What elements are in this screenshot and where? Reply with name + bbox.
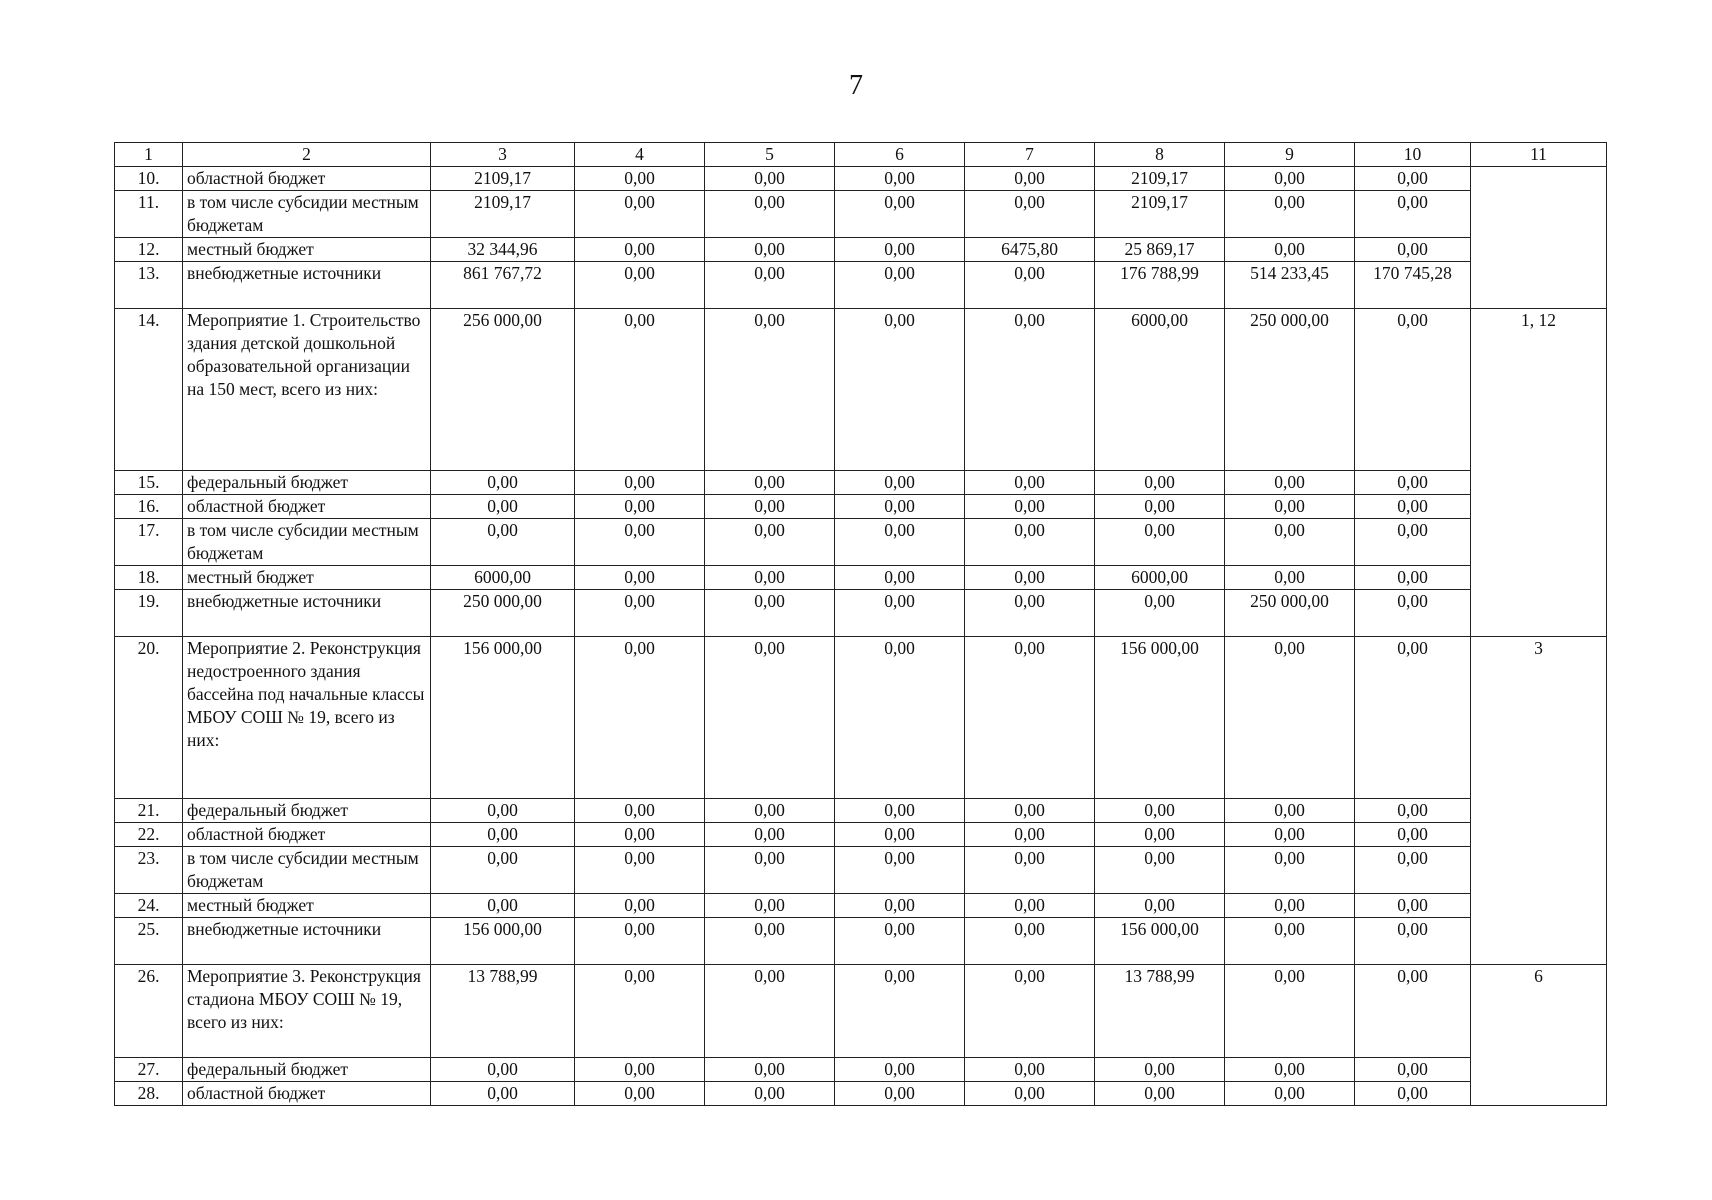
value-col-8: 0,00 bbox=[1095, 823, 1225, 847]
row-name: местный бюджет bbox=[183, 238, 431, 262]
value-col-3: 156 000,00 bbox=[431, 637, 575, 799]
value-col-4: 0,00 bbox=[575, 799, 705, 823]
value-col-5: 0,00 bbox=[705, 1082, 835, 1106]
value-col-3: 32 344,96 bbox=[431, 238, 575, 262]
row-number: 22. bbox=[115, 823, 183, 847]
row-name: в том числе субсидии местным бюджетам bbox=[183, 847, 431, 894]
table-body bbox=[115, 143, 1607, 1106]
table-row bbox=[115, 965, 1607, 1058]
value-col-3: 0,00 bbox=[431, 519, 575, 566]
value-col-5: 0,00 bbox=[705, 894, 835, 918]
table-row bbox=[115, 590, 1607, 637]
header-cell-6: 6 bbox=[835, 143, 965, 167]
value-col-4: 0,00 bbox=[575, 823, 705, 847]
value-col-7: 0,00 bbox=[965, 519, 1095, 566]
value-col-8: 0,00 bbox=[1095, 1082, 1225, 1106]
value-col-6: 0,00 bbox=[835, 965, 965, 1058]
value-col-4: 0,00 bbox=[575, 637, 705, 799]
value-col-10: 0,00 bbox=[1355, 799, 1471, 823]
value-col-5: 0,00 bbox=[705, 471, 835, 495]
result-indicator-cell bbox=[1471, 167, 1607, 309]
value-col-7: 0,00 bbox=[965, 309, 1095, 471]
value-col-4: 0,00 bbox=[575, 471, 705, 495]
row-name: областной бюджет bbox=[183, 1082, 431, 1106]
value-col-10: 0,00 bbox=[1355, 167, 1471, 191]
value-col-8: 0,00 bbox=[1095, 495, 1225, 519]
row-number: 16. bbox=[115, 495, 183, 519]
row-name: областной бюджет bbox=[183, 167, 431, 191]
header-cell-8: 8 bbox=[1095, 143, 1225, 167]
value-col-8: 6000,00 bbox=[1095, 566, 1225, 590]
value-col-4: 0,00 bbox=[575, 847, 705, 894]
row-number: 23. bbox=[115, 847, 183, 894]
value-col-9: 250 000,00 bbox=[1225, 590, 1355, 637]
row-name: местный бюджет bbox=[183, 894, 431, 918]
value-col-6: 0,00 bbox=[835, 918, 965, 965]
header-cell-1: 1 bbox=[115, 143, 183, 167]
value-col-10: 0,00 bbox=[1355, 519, 1471, 566]
value-col-6: 0,00 bbox=[835, 262, 965, 309]
row-name: Мероприятие 3. Реконструкция стадиона МБОУ СОШ № 19, всего из них: bbox=[183, 965, 431, 1058]
value-col-8: 2109,17 bbox=[1095, 191, 1225, 238]
value-col-5: 0,00 bbox=[705, 965, 835, 1058]
value-col-3: 0,00 bbox=[431, 799, 575, 823]
value-col-7: 0,00 bbox=[965, 1082, 1095, 1106]
value-col-9: 0,00 bbox=[1225, 191, 1355, 238]
value-col-9: 0,00 bbox=[1225, 965, 1355, 1058]
result-indicator-cell: 3 bbox=[1471, 637, 1607, 965]
value-col-6: 0,00 bbox=[835, 590, 965, 637]
value-col-7: 0,00 bbox=[965, 637, 1095, 799]
value-col-4: 0,00 bbox=[575, 191, 705, 238]
value-col-9: 0,00 bbox=[1225, 894, 1355, 918]
row-name: внебюджетные источники bbox=[183, 590, 431, 637]
header-cell-7: 7 bbox=[965, 143, 1095, 167]
value-col-7: 0,00 bbox=[965, 471, 1095, 495]
table-row bbox=[115, 799, 1607, 823]
value-col-6: 0,00 bbox=[835, 566, 965, 590]
value-col-3: 156 000,00 bbox=[431, 918, 575, 965]
value-col-7: 0,00 bbox=[965, 262, 1095, 309]
value-col-3: 0,00 bbox=[431, 894, 575, 918]
value-col-8: 0,00 bbox=[1095, 519, 1225, 566]
value-col-5: 0,00 bbox=[705, 637, 835, 799]
header-cell-11: 11 bbox=[1471, 143, 1607, 167]
value-col-7: 0,00 bbox=[965, 1058, 1095, 1082]
row-number: 10. bbox=[115, 167, 183, 191]
header-cell-10: 10 bbox=[1355, 143, 1471, 167]
value-col-5: 0,00 bbox=[705, 495, 835, 519]
value-col-5: 0,00 bbox=[705, 1058, 835, 1082]
value-col-6: 0,00 bbox=[835, 309, 965, 471]
value-col-10: 0,00 bbox=[1355, 965, 1471, 1058]
row-name: внебюджетные источники bbox=[183, 918, 431, 965]
value-col-9: 0,00 bbox=[1225, 637, 1355, 799]
value-col-6: 0,00 bbox=[835, 1082, 965, 1106]
table-row bbox=[115, 566, 1607, 590]
value-col-6: 0,00 bbox=[835, 847, 965, 894]
value-col-6: 0,00 bbox=[835, 495, 965, 519]
row-name: внебюджетные источники bbox=[183, 262, 431, 309]
value-col-9: 250 000,00 bbox=[1225, 309, 1355, 471]
value-col-7: 0,00 bbox=[965, 191, 1095, 238]
value-col-7: 0,00 bbox=[965, 894, 1095, 918]
row-name: областной бюджет bbox=[183, 495, 431, 519]
row-name: в том числе субсидии местным бюджетам bbox=[183, 191, 431, 238]
value-col-3: 0,00 bbox=[431, 823, 575, 847]
value-col-9: 0,00 bbox=[1225, 847, 1355, 894]
value-col-8: 0,00 bbox=[1095, 799, 1225, 823]
header-cell-2: 2 bbox=[183, 143, 431, 167]
table-row bbox=[115, 823, 1607, 847]
header-cell-9: 9 bbox=[1225, 143, 1355, 167]
value-col-3: 6000,00 bbox=[431, 566, 575, 590]
value-col-9: 514 233,45 bbox=[1225, 262, 1355, 309]
header-cell-3: 3 bbox=[431, 143, 575, 167]
page-number: 7 bbox=[849, 70, 863, 101]
value-col-6: 0,00 bbox=[835, 799, 965, 823]
value-col-4: 0,00 bbox=[575, 167, 705, 191]
budget-table bbox=[114, 142, 1607, 1106]
table-row bbox=[115, 471, 1607, 495]
value-col-9: 0,00 bbox=[1225, 238, 1355, 262]
row-number: 25. bbox=[115, 918, 183, 965]
value-col-10: 0,00 bbox=[1355, 918, 1471, 965]
value-col-7: 0,00 bbox=[965, 566, 1095, 590]
table-row bbox=[115, 495, 1607, 519]
value-col-10: 0,00 bbox=[1355, 566, 1471, 590]
value-col-7: 0,00 bbox=[965, 495, 1095, 519]
value-col-5: 0,00 bbox=[705, 566, 835, 590]
value-col-5: 0,00 bbox=[705, 519, 835, 566]
value-col-10: 0,00 bbox=[1355, 309, 1471, 471]
value-col-3: 0,00 bbox=[431, 495, 575, 519]
value-col-8: 176 788,99 bbox=[1095, 262, 1225, 309]
row-name: Мероприятие 2. Реконструкция недостроенного здания бассейна под начальные классы МБОУ СОШ № 19, всего из них: bbox=[183, 637, 431, 799]
value-col-9: 0,00 bbox=[1225, 495, 1355, 519]
row-name: местный бюджет bbox=[183, 566, 431, 590]
value-col-6: 0,00 bbox=[835, 167, 965, 191]
value-col-4: 0,00 bbox=[575, 965, 705, 1058]
row-name: в том числе субсидии местным бюджетам bbox=[183, 519, 431, 566]
value-col-10: 0,00 bbox=[1355, 590, 1471, 637]
row-number: 12. bbox=[115, 238, 183, 262]
value-col-5: 0,00 bbox=[705, 167, 835, 191]
row-number: 13. bbox=[115, 262, 183, 309]
value-col-4: 0,00 bbox=[575, 918, 705, 965]
value-col-5: 0,00 bbox=[705, 590, 835, 637]
result-indicator-cell: 1, 12 bbox=[1471, 309, 1607, 637]
table-row bbox=[115, 637, 1607, 799]
row-number: 26. bbox=[115, 965, 183, 1058]
header-cell-4: 4 bbox=[575, 143, 705, 167]
value-col-7: 6475,80 bbox=[965, 238, 1095, 262]
value-col-5: 0,00 bbox=[705, 238, 835, 262]
value-col-9: 0,00 bbox=[1225, 799, 1355, 823]
row-name: федеральный бюджет bbox=[183, 471, 431, 495]
value-col-6: 0,00 bbox=[835, 191, 965, 238]
value-col-4: 0,00 bbox=[575, 894, 705, 918]
row-number: 18. bbox=[115, 566, 183, 590]
value-col-9: 0,00 bbox=[1225, 519, 1355, 566]
value-col-10: 0,00 bbox=[1355, 1082, 1471, 1106]
value-col-8: 0,00 bbox=[1095, 471, 1225, 495]
value-col-9: 0,00 bbox=[1225, 823, 1355, 847]
row-name: федеральный бюджет bbox=[183, 1058, 431, 1082]
value-col-10: 0,00 bbox=[1355, 1058, 1471, 1082]
value-col-10: 0,00 bbox=[1355, 238, 1471, 262]
value-col-8: 13 788,99 bbox=[1095, 965, 1225, 1058]
table-row bbox=[115, 847, 1607, 894]
value-col-4: 0,00 bbox=[575, 495, 705, 519]
value-col-4: 0,00 bbox=[575, 566, 705, 590]
value-col-5: 0,00 bbox=[705, 847, 835, 894]
value-col-6: 0,00 bbox=[835, 519, 965, 566]
value-col-9: 0,00 bbox=[1225, 471, 1355, 495]
value-col-8: 6000,00 bbox=[1095, 309, 1225, 471]
table-row bbox=[115, 167, 1607, 191]
value-col-3: 0,00 bbox=[431, 847, 575, 894]
value-col-3: 250 000,00 bbox=[431, 590, 575, 637]
row-name: федеральный бюджет bbox=[183, 799, 431, 823]
value-col-4: 0,00 bbox=[575, 590, 705, 637]
row-number: 20. bbox=[115, 637, 183, 799]
row-number: 17. bbox=[115, 519, 183, 566]
value-col-7: 0,00 bbox=[965, 799, 1095, 823]
value-col-10: 0,00 bbox=[1355, 823, 1471, 847]
row-number: 24. bbox=[115, 894, 183, 918]
value-col-8: 2109,17 bbox=[1095, 167, 1225, 191]
value-col-8: 0,00 bbox=[1095, 894, 1225, 918]
value-col-5: 0,00 bbox=[705, 823, 835, 847]
value-col-9: 0,00 bbox=[1225, 566, 1355, 590]
value-col-5: 0,00 bbox=[705, 799, 835, 823]
value-col-5: 0,00 bbox=[705, 309, 835, 471]
value-col-6: 0,00 bbox=[835, 637, 965, 799]
value-col-8: 0,00 bbox=[1095, 590, 1225, 637]
value-col-5: 0,00 bbox=[705, 918, 835, 965]
table-row bbox=[115, 519, 1607, 566]
value-col-5: 0,00 bbox=[705, 191, 835, 238]
value-col-7: 0,00 bbox=[965, 590, 1095, 637]
value-col-10: 0,00 bbox=[1355, 471, 1471, 495]
value-col-3: 2109,17 bbox=[431, 167, 575, 191]
value-col-6: 0,00 bbox=[835, 1058, 965, 1082]
row-number: 19. bbox=[115, 590, 183, 637]
table-row bbox=[115, 1082, 1607, 1106]
value-col-10: 0,00 bbox=[1355, 847, 1471, 894]
table-row bbox=[115, 894, 1607, 918]
value-col-9: 0,00 bbox=[1225, 1058, 1355, 1082]
row-number: 11. bbox=[115, 191, 183, 238]
value-col-7: 0,00 bbox=[965, 918, 1095, 965]
value-col-7: 0,00 bbox=[965, 167, 1095, 191]
value-col-10: 170 745,28 bbox=[1355, 262, 1471, 309]
row-number: 27. bbox=[115, 1058, 183, 1082]
table-row bbox=[115, 1058, 1607, 1082]
value-col-3: 861 767,72 bbox=[431, 262, 575, 309]
row-name: областной бюджет bbox=[183, 823, 431, 847]
value-col-6: 0,00 bbox=[835, 823, 965, 847]
value-col-6: 0,00 bbox=[835, 238, 965, 262]
table-row bbox=[115, 918, 1607, 965]
value-col-8: 0,00 bbox=[1095, 847, 1225, 894]
value-col-9: 0,00 bbox=[1225, 1082, 1355, 1106]
row-name: Мероприятие 1. Строительство здания детской дошкольной образовательной организации на 150 мест, всего из них: bbox=[183, 309, 431, 471]
row-number: 15. bbox=[115, 471, 183, 495]
value-col-6: 0,00 bbox=[835, 471, 965, 495]
value-col-7: 0,00 bbox=[965, 965, 1095, 1058]
value-col-5: 0,00 bbox=[705, 262, 835, 309]
value-col-3: 13 788,99 bbox=[431, 965, 575, 1058]
value-col-3: 0,00 bbox=[431, 1082, 575, 1106]
value-col-4: 0,00 bbox=[575, 309, 705, 471]
value-col-3: 0,00 bbox=[431, 1058, 575, 1082]
value-col-8: 156 000,00 bbox=[1095, 918, 1225, 965]
value-col-9: 0,00 bbox=[1225, 167, 1355, 191]
value-col-4: 0,00 bbox=[575, 1082, 705, 1106]
value-col-8: 25 869,17 bbox=[1095, 238, 1225, 262]
result-indicator-cell: 6 bbox=[1471, 965, 1607, 1106]
value-col-3: 256 000,00 bbox=[431, 309, 575, 471]
value-col-6: 0,00 bbox=[835, 894, 965, 918]
value-col-10: 0,00 bbox=[1355, 495, 1471, 519]
table-row bbox=[115, 262, 1607, 309]
table-row bbox=[115, 191, 1607, 238]
row-number: 21. bbox=[115, 799, 183, 823]
value-col-8: 0,00 bbox=[1095, 1058, 1225, 1082]
row-number: 14. bbox=[115, 309, 183, 471]
table-row bbox=[115, 238, 1607, 262]
value-col-10: 0,00 bbox=[1355, 894, 1471, 918]
value-col-9: 0,00 bbox=[1225, 918, 1355, 965]
value-col-10: 0,00 bbox=[1355, 191, 1471, 238]
table-row bbox=[115, 309, 1607, 471]
value-col-4: 0,00 bbox=[575, 1058, 705, 1082]
value-col-7: 0,00 bbox=[965, 847, 1095, 894]
row-number: 28. bbox=[115, 1082, 183, 1106]
value-col-4: 0,00 bbox=[575, 238, 705, 262]
value-col-7: 0,00 bbox=[965, 823, 1095, 847]
value-col-4: 0,00 bbox=[575, 262, 705, 309]
value-col-10: 0,00 bbox=[1355, 637, 1471, 799]
value-col-3: 2109,17 bbox=[431, 191, 575, 238]
value-col-8: 156 000,00 bbox=[1095, 637, 1225, 799]
table-header-row bbox=[115, 143, 1607, 167]
value-col-3: 0,00 bbox=[431, 471, 575, 495]
value-col-4: 0,00 bbox=[575, 519, 705, 566]
header-cell-5: 5 bbox=[705, 143, 835, 167]
